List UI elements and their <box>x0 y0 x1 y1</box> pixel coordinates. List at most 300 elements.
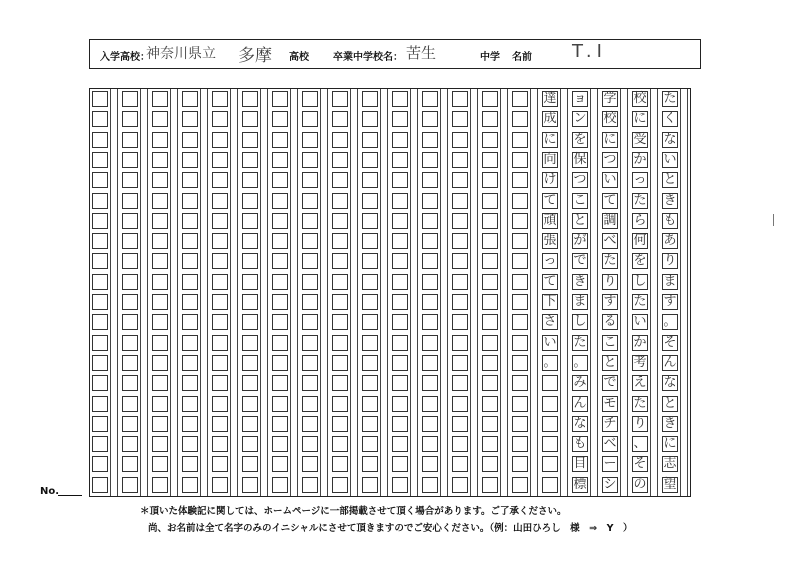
grid-cell <box>212 456 228 472</box>
grid-cell <box>242 193 258 209</box>
grid-cell <box>452 314 468 330</box>
grid-cell: て <box>543 192 557 208</box>
grid-cell: と <box>573 212 587 228</box>
grid-cell <box>212 477 228 493</box>
grid-cell <box>482 416 498 432</box>
grid-cell <box>392 91 408 107</box>
footer-note-publication: ＊頂いた体験記に関しては、ホームページに一部掲載させて頂く場合があります。ご了承ください。 <box>140 506 567 517</box>
grid-cell <box>422 456 438 472</box>
grid-cell <box>122 456 138 472</box>
grid-cell: ー <box>603 456 617 472</box>
grid-cell <box>362 335 378 351</box>
grid-cell <box>302 253 318 269</box>
grid-cell <box>512 274 528 290</box>
grid-cell <box>482 335 498 351</box>
grid-cell: り <box>663 253 677 269</box>
grid-cell <box>302 335 318 351</box>
grid-cell <box>512 477 528 493</box>
grid-cell <box>92 132 108 148</box>
label-graduated-school: 卒業中学校名： <box>333 52 403 63</box>
grid-cell <box>332 436 348 452</box>
grid-cell <box>122 213 138 229</box>
grid-cell <box>362 314 378 330</box>
grid-column <box>270 89 300 496</box>
grid-cell <box>452 456 468 472</box>
grid-cell <box>542 456 558 472</box>
grid-cell <box>392 314 408 330</box>
grid-cell: た <box>663 91 677 106</box>
grid-cell <box>182 314 198 330</box>
footer-note-initials: 尚、お名前は全て名字のみのイニシャルにさせて頂きますのでご安心ください。（例：山田ひろし 様 ⇒ Y ） <box>148 523 633 534</box>
grid-cell: た <box>633 294 647 309</box>
ruby-strip <box>260 89 268 496</box>
grid-cell <box>182 335 198 351</box>
grid-cell <box>362 396 378 412</box>
grid-cell <box>452 193 468 209</box>
grid-cell <box>92 456 108 472</box>
grid-cell <box>482 477 498 493</box>
grid-cell <box>182 294 198 310</box>
grid-cell: チ <box>603 415 617 431</box>
grid-cell: ま <box>573 294 587 309</box>
grid-cell <box>362 193 378 209</box>
grid-cell <box>422 91 438 107</box>
grid-column <box>630 89 660 496</box>
grid-column <box>480 89 510 496</box>
grid-cell <box>362 456 378 472</box>
grid-cell: 頑 <box>543 212 557 228</box>
grid-cell <box>272 91 288 107</box>
ruby-strip <box>650 89 658 496</box>
grid-cell <box>302 294 318 310</box>
grid-cell: モ <box>603 395 617 411</box>
grid-cell <box>152 314 168 330</box>
grid-cell <box>152 396 168 412</box>
grid-cell: で <box>603 375 617 391</box>
grid-cell <box>212 355 228 371</box>
grid-column <box>300 89 330 496</box>
grid-cell <box>122 396 138 412</box>
grid-cell <box>452 396 468 412</box>
grid-column <box>120 89 150 496</box>
grid-cell <box>302 436 318 452</box>
grid-cell <box>92 436 108 452</box>
ruby-strip <box>320 89 328 496</box>
grid-cell <box>152 274 168 290</box>
grid-cell <box>482 436 498 452</box>
grid-cell <box>272 436 288 452</box>
grid-cell <box>452 436 468 452</box>
grid-cell <box>512 355 528 371</box>
grid-cell: ん <box>663 354 677 370</box>
grid-cell <box>152 111 168 127</box>
grid-cell <box>212 396 228 412</box>
grid-cell: か <box>633 334 647 350</box>
grid-column <box>570 89 600 496</box>
grid-cell <box>482 274 498 290</box>
grid-cell: た <box>573 334 587 350</box>
grid-cell <box>332 91 348 107</box>
grid-cell: す <box>663 294 677 309</box>
grid-cell <box>212 172 228 188</box>
grid-cell <box>272 416 288 432</box>
grid-cell <box>92 355 108 371</box>
grid-cell <box>512 253 528 269</box>
grid-cell: 向 <box>543 151 557 167</box>
grid-cell <box>392 375 408 391</box>
grid-cell <box>182 172 198 188</box>
grid-cell <box>242 456 258 472</box>
grid-cell <box>512 335 528 351</box>
grid-cell: 校 <box>633 91 647 106</box>
grid-cell <box>242 132 258 148</box>
grid-cell: の <box>633 476 647 492</box>
grid-cell: ョ <box>573 91 587 106</box>
grid-cell <box>152 375 168 391</box>
grid-cell <box>272 456 288 472</box>
ruby-strip <box>230 89 238 496</box>
grid-cell <box>182 233 198 249</box>
grid-cell <box>452 375 468 391</box>
grid-cell: 、 <box>633 436 647 452</box>
grid-cell <box>332 456 348 472</box>
grid-cell <box>182 132 198 148</box>
grid-cell <box>92 416 108 432</box>
grid-cell <box>182 152 198 168</box>
grid-cell: 標 <box>573 476 587 492</box>
grid-cell <box>392 477 408 493</box>
grid-cell <box>212 152 228 168</box>
grid-cell: さ <box>543 314 557 330</box>
grid-cell: つ <box>573 172 587 188</box>
grid-cell <box>122 436 138 452</box>
ruby-strip <box>350 89 358 496</box>
grid-cell <box>212 274 228 290</box>
grid-cell <box>152 456 168 472</box>
grid-cell <box>452 132 468 148</box>
grid-cell <box>152 436 168 452</box>
grid-cell: に <box>633 111 647 127</box>
label-name: 名前 <box>512 52 532 63</box>
grid-cell <box>392 111 408 127</box>
grid-cell <box>122 274 138 290</box>
grid-cell <box>272 355 288 371</box>
grid-cell: 校 <box>603 111 617 127</box>
grid-cell <box>242 477 258 493</box>
grid-cell <box>392 172 408 188</box>
grid-cell <box>122 375 138 391</box>
grid-cell <box>332 375 348 391</box>
grid-cell <box>182 213 198 229</box>
grid-cell <box>422 274 438 290</box>
grid-cell <box>482 456 498 472</box>
grid-cell <box>422 375 438 391</box>
grid-cell <box>272 193 288 209</box>
grid-cell: い <box>633 314 647 330</box>
ruby-strip <box>620 89 628 496</box>
grid-cell <box>422 132 438 148</box>
grid-cell: と <box>663 172 677 188</box>
grid-cell <box>512 375 528 391</box>
grid-cell <box>152 233 168 249</box>
grid-cell: あ <box>663 233 677 249</box>
grid-cell <box>392 213 408 229</box>
grid-cell <box>242 375 258 391</box>
grid-cell <box>212 335 228 351</box>
grid-column <box>600 89 630 496</box>
grid-cell <box>272 152 288 168</box>
grid-cell <box>452 416 468 432</box>
grid-cell <box>392 355 408 371</box>
grid-cell <box>122 477 138 493</box>
grid-cell <box>272 233 288 249</box>
grid-cell: ン <box>573 111 587 127</box>
grid-cell <box>482 396 498 412</box>
grid-column <box>210 89 240 496</box>
grid-column <box>360 89 390 496</box>
graduated-school-handwritten: 苦生 <box>406 44 437 62</box>
grid-cell <box>152 416 168 432</box>
grid-cell <box>332 253 348 269</box>
grid-cell <box>272 111 288 127</box>
grid-cell: 。 <box>573 354 587 370</box>
grid-cell: と <box>603 354 617 370</box>
grid-cell <box>422 213 438 229</box>
grid-column <box>390 89 420 496</box>
grid-cell: き <box>573 273 587 289</box>
grid-cell: い <box>663 151 677 167</box>
grid-cell <box>92 152 108 168</box>
grid-cell <box>362 253 378 269</box>
grid-cell: て <box>603 192 617 208</box>
grid-cell <box>152 193 168 209</box>
grid-cell: こ <box>603 334 617 350</box>
grid-cell: ん <box>573 395 587 411</box>
grid-cell <box>392 152 408 168</box>
grid-cell: 望 <box>663 476 677 492</box>
grid-cell <box>302 152 318 168</box>
grid-cell <box>212 314 228 330</box>
grid-cell <box>212 233 228 249</box>
ruby-strip <box>140 89 148 496</box>
grid-cell: し <box>633 273 647 289</box>
grid-cell <box>332 233 348 249</box>
grid-cell <box>92 91 108 107</box>
grid-cell <box>302 274 318 290</box>
grid-cell <box>272 132 288 148</box>
grid-cell <box>482 172 498 188</box>
grid-cell: ま <box>663 273 677 289</box>
grid-cell <box>182 355 198 371</box>
grid-cell <box>92 193 108 209</box>
grid-cell <box>302 375 318 391</box>
grid-cell <box>422 193 438 209</box>
grid-cell <box>452 253 468 269</box>
grid-cell: 調 <box>603 212 617 228</box>
grid-cell <box>482 233 498 249</box>
grid-cell <box>482 314 498 330</box>
grid-cell <box>452 355 468 371</box>
grid-cell <box>452 91 468 107</box>
grid-cell: 考 <box>633 354 647 370</box>
grid-cell <box>512 213 528 229</box>
grid-cell <box>152 172 168 188</box>
grid-cell <box>242 436 258 452</box>
grid-cell <box>332 111 348 127</box>
grid-cell: み <box>573 375 587 391</box>
grid-cell: 成 <box>543 111 557 127</box>
grid-cell: て <box>543 273 557 289</box>
grid-column <box>180 89 210 496</box>
grid-cell <box>152 253 168 269</box>
grid-cell <box>332 314 348 330</box>
grid-cell <box>362 477 378 493</box>
grid-cell <box>212 193 228 209</box>
grid-cell <box>482 375 498 391</box>
grid-cell <box>242 355 258 371</box>
grid-cell <box>242 213 258 229</box>
grid-cell <box>302 233 318 249</box>
ruby-strip <box>410 89 418 496</box>
ruby-strip <box>110 89 118 496</box>
grid-cell: に <box>603 131 617 147</box>
initials-handwritten: T.I <box>572 41 607 62</box>
grid-cell <box>302 111 318 127</box>
ruby-strip <box>590 89 598 496</box>
grid-cell <box>242 335 258 351</box>
grid-cell: る <box>603 314 617 330</box>
grid-cell <box>392 294 408 310</box>
grid-cell <box>92 111 108 127</box>
grid-cell <box>212 132 228 148</box>
grid-cell: き <box>663 415 677 431</box>
grid-cell <box>182 416 198 432</box>
grid-cell: 学 <box>603 91 617 106</box>
grid-column <box>510 89 540 496</box>
grid-cell: す <box>603 294 617 309</box>
grid-cell <box>392 396 408 412</box>
grid-cell <box>512 152 528 168</box>
grid-cell <box>452 111 468 127</box>
ruby-strip <box>170 89 178 496</box>
grid-cell <box>362 416 378 432</box>
grid-cell: で <box>573 253 587 269</box>
grid-cell <box>92 375 108 391</box>
grid-cell <box>422 477 438 493</box>
grid-cell: も <box>663 212 677 228</box>
grid-cell <box>302 416 318 432</box>
grid-cell <box>362 355 378 371</box>
grid-cell <box>512 111 528 127</box>
grid-cell <box>122 294 138 310</box>
grid-cell <box>422 111 438 127</box>
grid-cell: が <box>573 233 587 249</box>
grid-cell <box>362 436 378 452</box>
grid-cell <box>122 314 138 330</box>
ruby-strip <box>290 89 298 496</box>
grid-cell <box>92 477 108 493</box>
grid-cell: ら <box>633 212 647 228</box>
grid-cell <box>332 396 348 412</box>
grid-cell <box>392 436 408 452</box>
grid-cell <box>452 172 468 188</box>
grid-column <box>420 89 450 496</box>
grid-cell <box>122 335 138 351</box>
grid-cell <box>362 91 378 107</box>
grid-cell <box>422 416 438 432</box>
ruby-strip <box>560 89 568 496</box>
grid-cell: な <box>663 131 677 147</box>
edge-mark <box>771 214 774 226</box>
grid-cell <box>332 274 348 290</box>
grid-cell: 志 <box>663 456 677 472</box>
grid-cell <box>152 132 168 148</box>
grid-cell <box>422 172 438 188</box>
grid-cell <box>242 274 258 290</box>
grid-cell <box>482 91 498 107</box>
grid-cell <box>182 456 198 472</box>
grid-cell: を <box>573 131 587 147</box>
grid-cell <box>272 477 288 493</box>
grid-cell <box>242 111 258 127</box>
grid-cell <box>302 213 318 229</box>
grid-cell <box>332 294 348 310</box>
grid-cell <box>362 132 378 148</box>
grid-cell <box>542 375 558 391</box>
grid-cell: っ <box>543 253 557 269</box>
grid-cell: も <box>573 436 587 452</box>
grid-cell: し <box>573 314 587 330</box>
grid-cell <box>242 416 258 432</box>
grid-cell <box>302 172 318 188</box>
grid-cell <box>242 294 258 310</box>
manuscript-grid <box>89 88 691 497</box>
grid-cell <box>362 375 378 391</box>
grid-cell <box>542 436 558 452</box>
grid-cell <box>302 132 318 148</box>
grid-cell <box>152 213 168 229</box>
grid-cell: な <box>663 375 677 391</box>
grid-cell: シ <box>603 476 617 492</box>
grid-cell <box>332 172 348 188</box>
ruby-strip <box>380 89 388 496</box>
label-entrance-school: 入学高校： <box>100 52 150 63</box>
grid-cell <box>212 436 228 452</box>
grid-cell <box>512 172 528 188</box>
grid-cell <box>512 132 528 148</box>
grid-cell <box>512 314 528 330</box>
grid-cell <box>452 294 468 310</box>
grid-cell <box>152 152 168 168</box>
grid-cell <box>272 172 288 188</box>
grid-cell <box>182 477 198 493</box>
grid-column <box>150 89 180 496</box>
grid-cell <box>152 91 168 107</box>
grid-cell: た <box>603 253 617 269</box>
grid-cell <box>362 172 378 188</box>
grid-cell <box>362 213 378 229</box>
grid-column <box>660 89 690 496</box>
grid-cell <box>302 355 318 371</box>
grid-cell <box>212 294 228 310</box>
grid-cell <box>152 477 168 493</box>
grid-cell: 張 <box>543 233 557 249</box>
grid-cell <box>302 314 318 330</box>
grid-cell <box>452 233 468 249</box>
grid-cell: え <box>633 375 647 391</box>
grid-cell <box>122 355 138 371</box>
grid-cell <box>422 233 438 249</box>
